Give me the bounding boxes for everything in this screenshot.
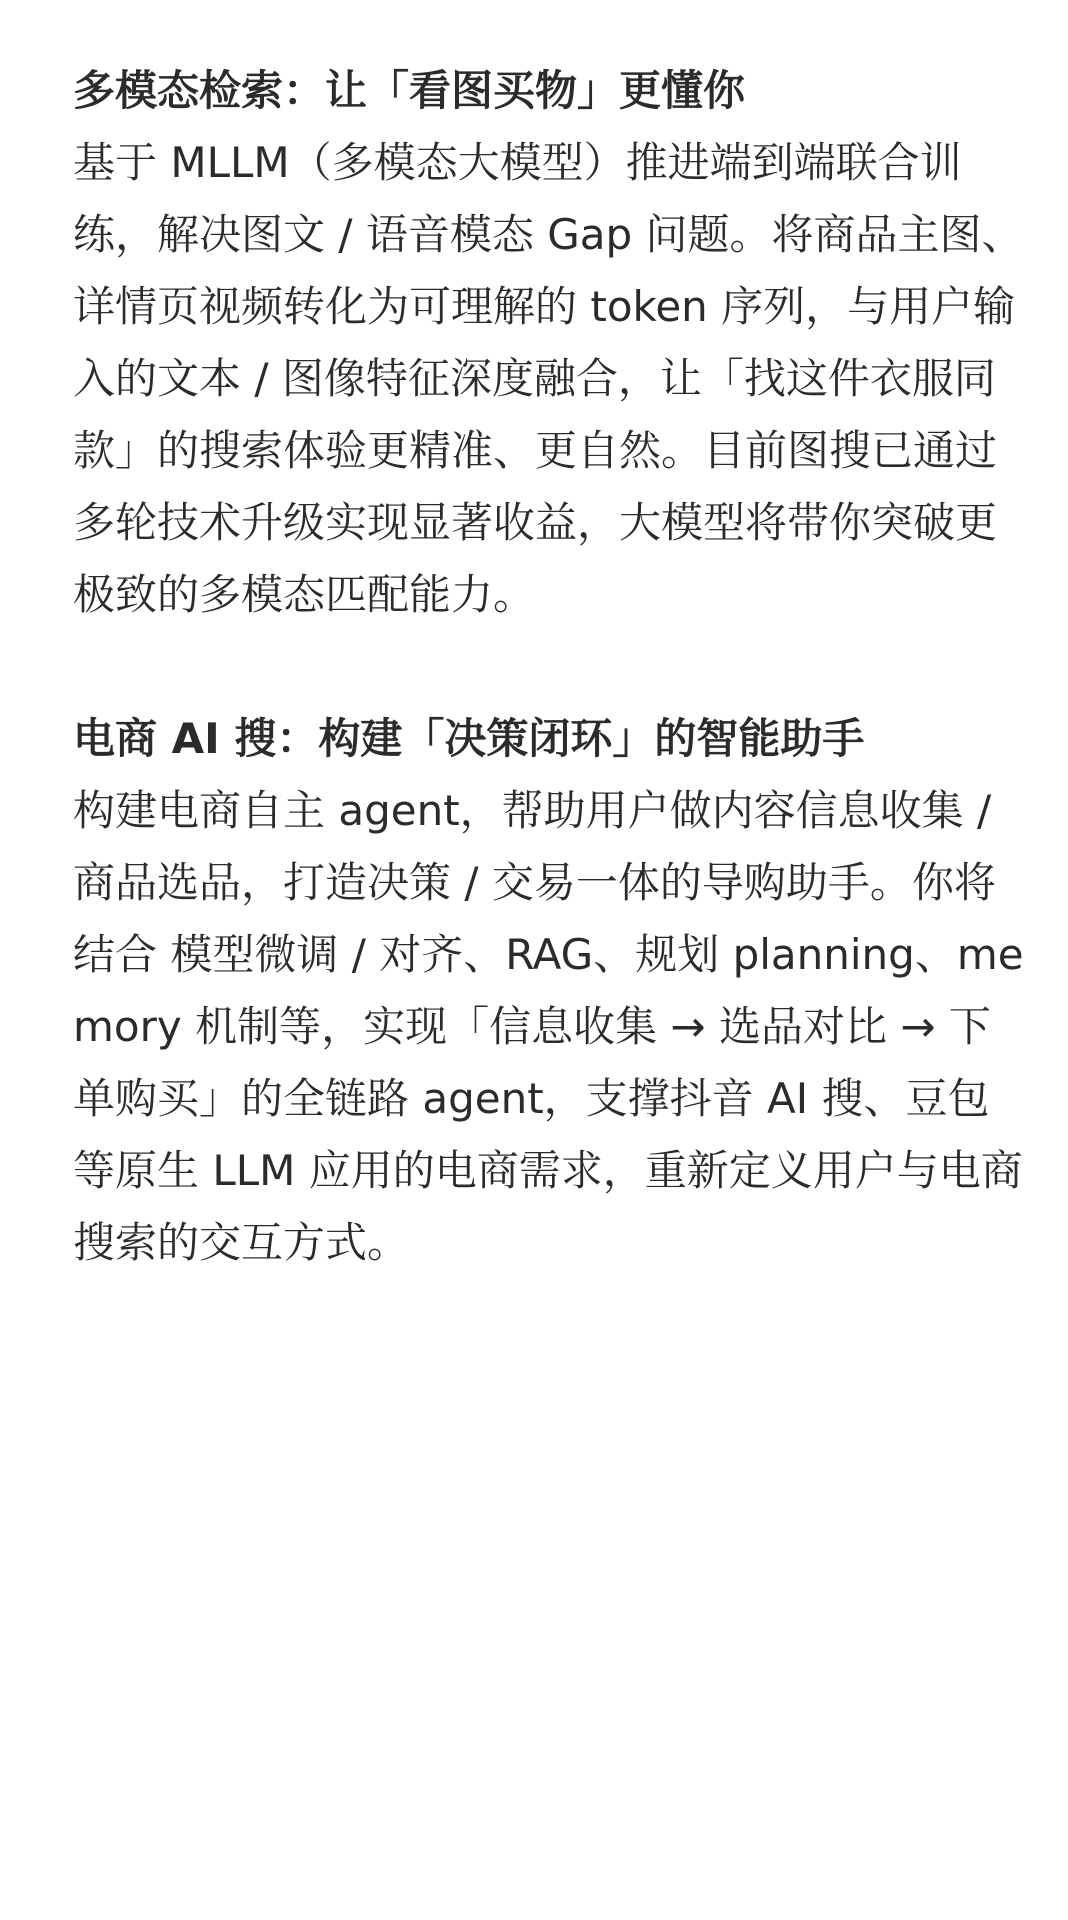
section-ecommerce-ai-search	[73, 703, 1028, 1279]
section-title: 多模态检索：让「看图买物」更懂你	[73, 66, 746, 115]
section-body: 基于 MLLM（多模态大模型）推进端到端联合训练，解决图文 / 语音模态 Gap 问题。将商品主图、详情页视频转化为可理解的 token 序列，与用户输入的文本 / 图像特征深度融合，让「找这件衣服同款」的搜索体验更精准、更自然。目前图搜已通过多轮技术升级实现显著收益，大模型将带你突破更极致的多模态匹配能力。	[73, 138, 1024, 619]
section-body: 构建电商自主 agent，帮助用户做内容信息收集 / 商品选品，打造决策 / 交易一体的导购助手。你将结合 模型微调 / 对齐、RAG、规划 planning、memory 机制等，实现「信息收集 → 选品对比 → 下单购买」的全链路 agent，支撑抖音 AI 搜、豆包等原生 LLM 应用的电商需求，重新定义用户与电商搜索的交互方式。	[73, 786, 1024, 1267]
section-title: 电商 AI 搜：构建「决策闭环」的智能助手	[73, 714, 865, 763]
section-multimodal-retrieval	[73, 55, 1028, 631]
